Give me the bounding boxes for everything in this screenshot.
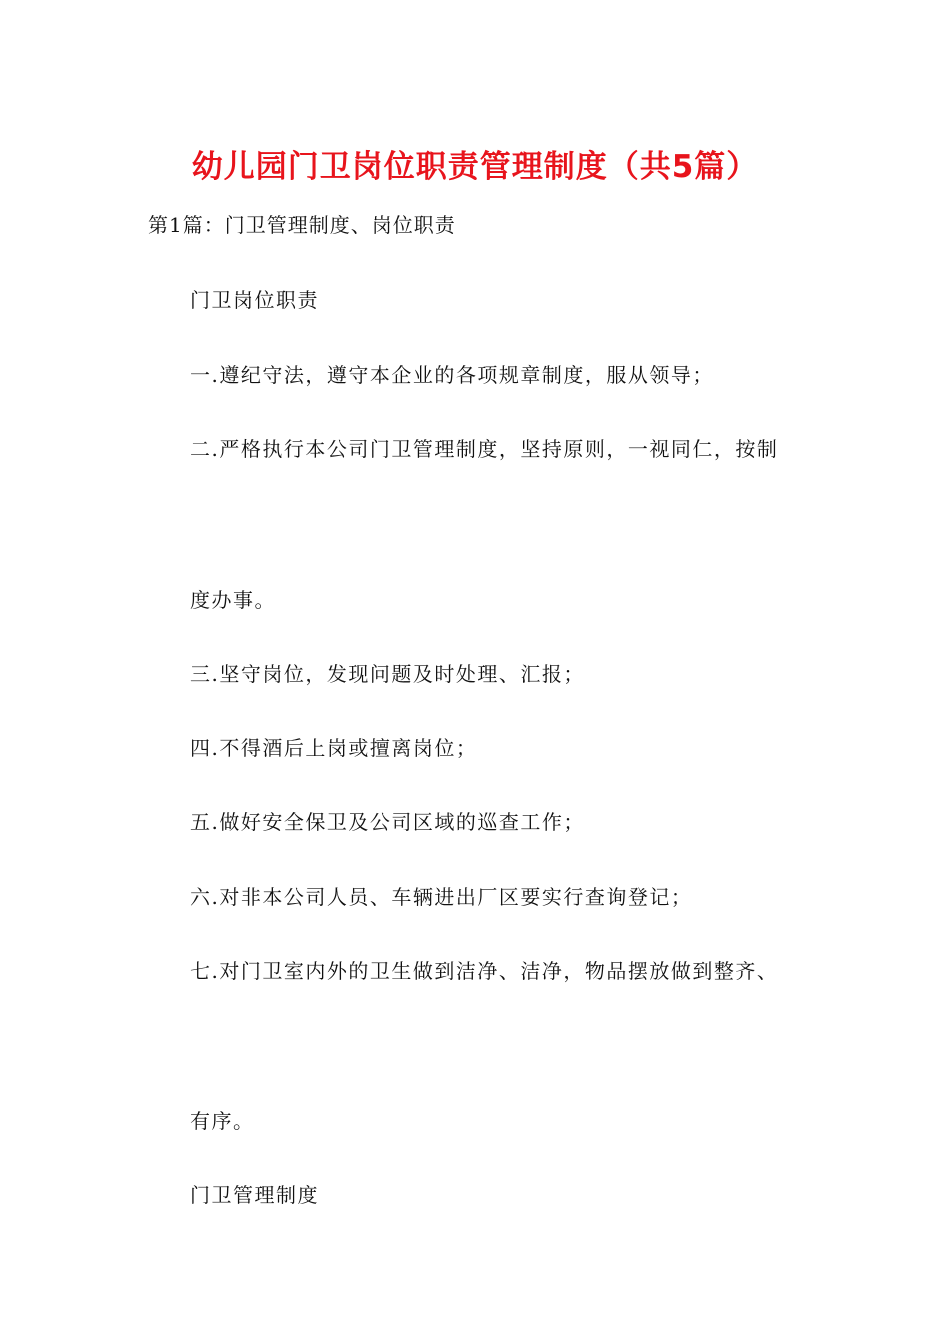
paragraph-item-6: 六.对非本公司人员、车辆进出厂区要实行查询登记； bbox=[190, 885, 693, 909]
paragraph-item-7: 七.对门卫室内外的卫生做到洁净、洁净，物品摆放做到整齐、 bbox=[190, 959, 779, 983]
section-heading: 第1篇：门卫管理制度、岗位职责 bbox=[148, 213, 456, 237]
paragraph-subheading-rules: 门卫管理制度 bbox=[190, 1183, 319, 1207]
paragraph-item-5: 五.做好安全保卫及公司区域的巡查工作； bbox=[190, 810, 585, 834]
paragraph-subheading-duties: 门卫岗位职责 bbox=[190, 288, 319, 312]
paragraph-item-3: 三.坚守岗位，发现问题及时处理、汇报； bbox=[190, 662, 585, 686]
paragraph-item-7-continued: 有序。 bbox=[190, 1109, 255, 1133]
paragraph-item-4: 四.不得酒后上岗或擅离岗位； bbox=[190, 736, 478, 760]
paragraph-item-2-continued: 度办事。 bbox=[190, 588, 276, 612]
paragraph-item-1: 一.遵纪守法，遵守本企业的各项规章制度，服从领导； bbox=[190, 363, 714, 387]
page-title: 幼儿园门卫岗位职责管理制度（共5篇） bbox=[191, 149, 759, 185]
paragraph-item-2: 二.严格执行本公司门卫管理制度，坚持原则，一视同仁，按制 bbox=[190, 437, 779, 461]
